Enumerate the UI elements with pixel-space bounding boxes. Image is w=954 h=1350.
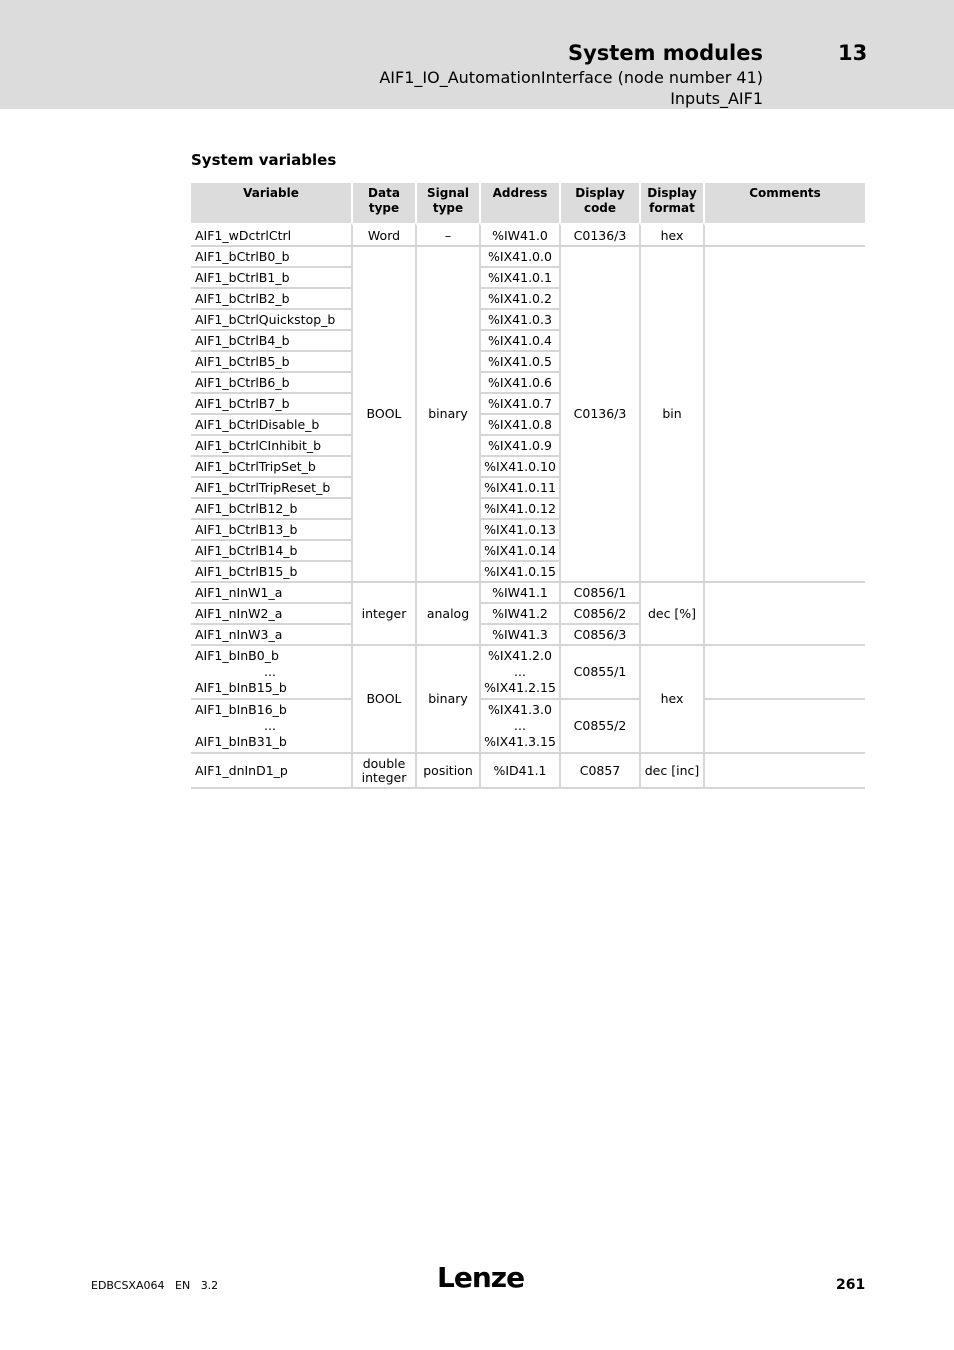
cell-address: %IX41.0.6	[479, 373, 559, 394]
data-type-line2: integer	[361, 769, 407, 785]
cell-comments	[703, 247, 865, 583]
cell-address: %IW41.1	[479, 583, 559, 604]
cell-variable: AIF1_bCtrlB6_b	[191, 373, 351, 394]
lenze-logo: Lenze	[437, 1261, 525, 1294]
address-range-end: %IX41.2.15	[484, 680, 556, 695]
table-row	[191, 700, 865, 754]
section-heading: System variables	[191, 151, 337, 169]
subtitle-function-block: Inputs_AIF1	[670, 89, 763, 108]
cell-address: %IX41.0.8	[479, 415, 559, 436]
cell-display-format: dec [inc]	[639, 754, 703, 789]
range-ellipsis: ...	[264, 718, 276, 733]
cell-address: %IX41.0.15	[479, 562, 559, 583]
cell-variable: AIF1_bCtrlB13_b	[191, 520, 351, 541]
cell-address: %IX41.0.3	[479, 310, 559, 331]
cell-display-code: C0136/3	[559, 247, 639, 583]
column-header-signal-type: Signal type	[415, 183, 479, 223]
cell-variable: AIF1_bCtrlDisable_b	[191, 415, 351, 436]
cell-address: %IX41.0.2	[479, 289, 559, 310]
cell-display-code: C0856/1	[559, 583, 639, 604]
range-ellipsis: ...	[514, 718, 526, 733]
cell-variable: AIF1_nInW3_a	[191, 625, 351, 646]
column-header-data-type: Data type	[351, 183, 415, 223]
variable-range-end: AIF1_bInB15_b	[195, 680, 287, 695]
column-header-display-format: Display format	[639, 183, 703, 223]
cell-comments	[703, 223, 865, 247]
cell-display-code: C0136/3	[559, 223, 639, 247]
system-variables-table	[191, 183, 865, 789]
cell-display-code: C0856/3	[559, 625, 639, 646]
chapter-title: System modules	[567, 41, 763, 65]
doc-id: EDBCSXA064	[91, 1279, 165, 1292]
cell-variable: AIF1_bCtrlCInhibit_b	[191, 436, 351, 457]
chapter-number: 13	[838, 41, 868, 65]
cell-address: %IX41.0.13	[479, 520, 559, 541]
cell-display-format: hex	[639, 223, 703, 247]
cell-variable	[191, 700, 351, 754]
cell-comments	[703, 754, 865, 789]
cell-variable: AIF1_nInW1_a	[191, 583, 351, 604]
cell-signal-type: position	[415, 754, 479, 789]
cell-display-format: bin	[639, 247, 703, 583]
table-row	[191, 247, 865, 268]
cell-address: %IW41.2	[479, 604, 559, 625]
cell-address: %ID41.1	[479, 754, 559, 789]
cell-address: %IX41.0.10	[479, 457, 559, 478]
cell-address: %IX41.0.9	[479, 436, 559, 457]
cell-address: %IW41.3	[479, 625, 559, 646]
cell-variable: AIF1_bCtrlB7_b	[191, 394, 351, 415]
column-header-comments: Comments	[703, 183, 865, 223]
column-header-address: Address	[479, 183, 559, 223]
cell-address	[479, 646, 559, 700]
cell-variable: AIF1_bCtrlTripReset_b	[191, 478, 351, 499]
cell-signal-type: binary	[415, 247, 479, 583]
range-ellipsis: ...	[264, 664, 276, 679]
range-ellipsis: ...	[514, 664, 526, 679]
cell-data-type: Word	[351, 223, 415, 247]
subtitle-module: AIF1_IO_AutomationInterface (node number 41)	[379, 68, 763, 87]
cell-display-code: C0856/2	[559, 604, 639, 625]
cell-signal-type: –	[415, 223, 479, 247]
cell-display-format: dec [%]	[639, 583, 703, 646]
cell-comments	[703, 700, 865, 754]
cell-data-type	[351, 754, 415, 789]
cell-variable: AIF1_bCtrlQuickstop_b	[191, 310, 351, 331]
cell-variable: AIF1_bCtrlB12_b	[191, 499, 351, 520]
footer-doc-info	[91, 1279, 218, 1292]
cell-display-code: C0855/2	[559, 700, 639, 754]
variable-range-end: AIF1_bInB31_b	[195, 734, 287, 749]
cell-address: %IX41.0.4	[479, 331, 559, 352]
table-row	[191, 223, 865, 247]
column-header-variable: Variable	[191, 183, 351, 223]
cell-address	[479, 700, 559, 754]
cell-variable: AIF1_bCtrlB5_b	[191, 352, 351, 373]
variable-range-start: AIF1_bInB0_b	[195, 648, 279, 663]
cell-signal-type: analog	[415, 583, 479, 646]
cell-address: %IX41.0.14	[479, 541, 559, 562]
cell-data-type: BOOL	[351, 247, 415, 583]
cell-variable: AIF1_nInW2_a	[191, 604, 351, 625]
cell-variable: AIF1_bCtrlB4_b	[191, 331, 351, 352]
table-row	[191, 646, 865, 700]
cell-variable: AIF1_bCtrlB0_b	[191, 247, 351, 268]
cell-variable: AIF1_bCtrlB14_b	[191, 541, 351, 562]
cell-comments	[703, 583, 865, 646]
cell-data-type: BOOL	[351, 646, 415, 754]
cell-display-code: C0855/1	[559, 646, 639, 700]
address-range-start: %IX41.2.0	[488, 648, 552, 663]
doc-version: 3.2	[200, 1279, 219, 1292]
cell-address: %IX41.0.11	[479, 478, 559, 499]
column-header-display-code: Display code	[559, 183, 639, 223]
cell-variable	[191, 646, 351, 700]
cell-variable: AIF1_bCtrlB1_b	[191, 268, 351, 289]
table-row	[191, 583, 865, 604]
header-band	[0, 0, 954, 109]
cell-address: %IX41.0.7	[479, 394, 559, 415]
cell-address: %IX41.0.5	[479, 352, 559, 373]
data-type-line1: double	[362, 755, 406, 771]
cell-address: %IX41.0.12	[479, 499, 559, 520]
cell-display-format: hex	[639, 646, 703, 754]
table-header-row	[191, 183, 865, 223]
cell-signal-type: binary	[415, 646, 479, 754]
cell-address: %IX41.0.0	[479, 247, 559, 268]
doc-language: EN	[175, 1279, 191, 1292]
address-range-end: %IX41.3.15	[484, 734, 556, 749]
variable-range-start: AIF1_bInB16_b	[195, 702, 287, 717]
address-range-start: %IX41.3.0	[488, 702, 552, 717]
cell-comments	[703, 646, 865, 700]
cell-variable: AIF1_dnInD1_p	[191, 754, 351, 789]
cell-address: %IW41.0	[479, 223, 559, 247]
cell-variable: AIF1_bCtrlTripSet_b	[191, 457, 351, 478]
cell-data-type: integer	[351, 583, 415, 646]
cell-variable: AIF1_bCtrlB2_b	[191, 289, 351, 310]
cell-variable: AIF1_wDctrlCtrl	[191, 223, 351, 247]
table-row	[191, 754, 865, 789]
page-number: 261	[836, 1277, 866, 1293]
cell-display-code: C0857	[559, 754, 639, 789]
cell-variable: AIF1_bCtrlB15_b	[191, 562, 351, 583]
cell-address: %IX41.0.1	[479, 268, 559, 289]
